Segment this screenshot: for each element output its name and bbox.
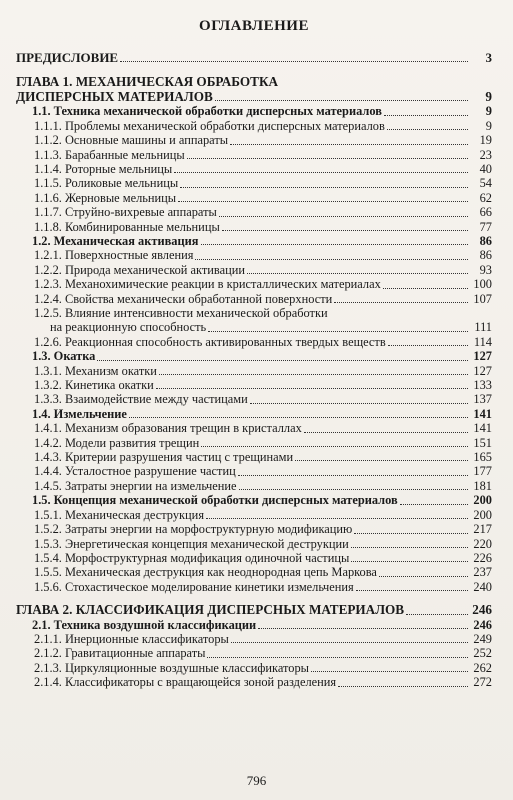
toc-entry-page: 141 [473, 406, 492, 421]
toc-entry-page: 141 [473, 421, 492, 436]
toc-entry-page: 19 [479, 133, 492, 148]
toc-entry [16, 632, 492, 646]
chapter-1-title-line1: ГЛАВА 1. МЕХАНИЧЕСКАЯ ОБРАБОТКА [16, 74, 279, 90]
toc-entry [16, 119, 492, 133]
toc-entry-page: 177 [473, 464, 492, 479]
toc-entry [16, 220, 492, 234]
toc-entry-page: 246 [473, 617, 492, 632]
leader-dots [379, 576, 468, 577]
toc-entry [16, 421, 492, 435]
toc-entry-label: 1.4.1. Механизм образования трещин в кристаллах [34, 421, 302, 436]
toc-entry [16, 661, 492, 675]
toc-preface-label: ПРЕДИСЛОВИЕ [16, 50, 119, 65]
leader-dots [400, 504, 468, 505]
toc-entry-label: 1.4.3. Критерии разрушения частиц с трещинами [34, 450, 294, 465]
toc-entry-label: 1.4.2. Модели развития трещин [34, 435, 200, 450]
toc-entry-page: 127 [473, 363, 492, 378]
toc-entry-label: 1.1. Техника механической обработки дисперсных материалов [32, 104, 382, 119]
toc-entry-page: 66 [479, 205, 492, 220]
leader-dots [174, 172, 468, 173]
leader-dots [201, 446, 468, 447]
chapter-1-page: 9 [485, 88, 492, 104]
leader-dots [238, 475, 468, 476]
toc-entry-label: 1.3. Окатка [32, 349, 96, 364]
toc-entry-page: 86 [479, 248, 492, 263]
toc-entry [16, 522, 492, 536]
leader-dots [129, 417, 468, 418]
toc-entry-label: на реакционную способность [50, 320, 207, 335]
toc-entry [16, 479, 492, 493]
toc-entry [16, 176, 492, 190]
toc-entry-page: 9 [485, 104, 492, 119]
toc-entry-label: 1.5.4. Морфоструктурная модификация одиночной частицы [34, 550, 350, 565]
toc-entry [16, 392, 492, 406]
chapter-2-page: 246 [472, 602, 492, 618]
toc-entry-label: 1.1.3. Барабанные мельницы [34, 147, 185, 162]
toc-entry [16, 646, 492, 660]
toc-entry-page: 200 [473, 507, 492, 522]
toc-entry-label: 2.1.4. Классификаторы с вращающейся зоной разделения [34, 675, 337, 690]
toc-entry-page: 77 [479, 219, 492, 234]
toc-entry [16, 580, 492, 594]
toc-entry-page: 54 [479, 176, 492, 191]
leader-dots [295, 460, 468, 461]
toc-entry [16, 191, 492, 205]
toc-entry-label: 1.4.4. Усталостное разрушение частиц [34, 464, 236, 479]
toc-entry [16, 464, 492, 478]
toc-entry-label: 1.1.2. Основные машины и аппараты [34, 133, 229, 148]
toc-entry [16, 537, 492, 551]
toc-section [16, 407, 492, 421]
toc-entry-page: 237 [473, 565, 492, 580]
toc-entry-page: 127 [473, 349, 492, 364]
toc-entry-page: 181 [473, 478, 492, 493]
leader-dots [201, 244, 469, 245]
toc-entry-label: 2.1. Техника воздушной классификации [32, 617, 257, 632]
page-number: 796 [246, 773, 267, 788]
leader-dots [239, 489, 468, 490]
toc-section [16, 104, 492, 118]
toc-entry-1-2-5 [16, 306, 492, 335]
toc-entry-page: 240 [473, 579, 492, 594]
toc-section [16, 234, 492, 248]
toc-entry-label: 1.5.6. Стохастическое моделирование кинетики измельчения [34, 579, 354, 594]
toc-entry-page: 9 [485, 118, 492, 133]
toc-entry-label: 1.4. Измельчение [32, 406, 127, 421]
leader-dots [219, 216, 468, 217]
toc-entry-1-2-5-line1 [16, 306, 492, 320]
toc-entry-page: 165 [473, 450, 492, 465]
toc-entry-label: 1.5.1. Механическая деструкция [34, 507, 205, 522]
leader-dots [97, 360, 468, 361]
toc-entry-label: 1.2.2. Природа механической активации [34, 262, 245, 277]
leader-dots [338, 686, 468, 687]
toc-entry [16, 335, 492, 349]
toc-entry-label: 1.1.1. Проблемы механической обработки дисперсных материалов [34, 118, 385, 133]
leader-dots [250, 403, 468, 404]
leader-dots [187, 158, 468, 159]
toc-entry-label: 1.3.1. Механизм окатки [34, 363, 157, 378]
chapter-1-title-label: ДИСПЕРСНЫХ МАТЕРИАЛОВ [16, 88, 213, 104]
toc-entry-page: 23 [479, 147, 492, 162]
toc-entry-label: 1.2. Механическая активация [32, 233, 199, 248]
toc-entry-page: 93 [479, 262, 492, 277]
toc-list-2 [16, 335, 492, 594]
leader-dots [222, 230, 468, 231]
toc-section [16, 349, 492, 363]
toc-entry-label: 1.1.6. Жерновые мельницы [34, 190, 177, 205]
toc-entry [16, 205, 492, 219]
leader-dots [247, 273, 468, 274]
toc-entry [16, 292, 492, 306]
leader-dots [215, 100, 468, 101]
toc-entry-page: 262 [473, 660, 492, 675]
leader-dots [258, 628, 468, 629]
toc-entry [16, 450, 492, 464]
leader-dots [156, 388, 468, 389]
toc-entry-label: 2.1.3. Циркуляционные воздушные классификаторы [34, 660, 309, 675]
leader-dots [406, 614, 468, 615]
toc-entry-label: 1.2.4. Свойства механически обработанной поверхности [34, 291, 333, 306]
chapter-1-title-line2 [16, 90, 492, 104]
toc-entry-page: 226 [473, 550, 492, 565]
leader-dots [230, 144, 468, 145]
leader-dots [354, 533, 468, 534]
toc-entry-page: 200 [473, 493, 492, 508]
toc-entry-page: 107 [473, 291, 492, 306]
toc-entry-page: 272 [473, 675, 492, 690]
toc-entry [16, 551, 492, 565]
toc-entry-label: 1.4.5. Затраты энергии на измельчение [34, 478, 237, 493]
leader-dots [195, 259, 468, 260]
toc-entry-page: 217 [473, 522, 492, 537]
toc-entry-page: 220 [473, 536, 492, 551]
toc-entry [16, 148, 492, 162]
leader-dots [351, 547, 468, 548]
toc-chapter-1 [16, 75, 492, 104]
toc-entry-label: 1.5.3. Энергетическая концепция механической деструкции [34, 536, 349, 551]
toc-entry-label: 2.1.2. Гравитационные аппараты [34, 646, 206, 661]
toc-content [16, 18, 492, 690]
leader-dots [384, 115, 468, 116]
leader-dots [311, 671, 468, 672]
toc-entry-label: 1.5. Концепция механической обработки дисперсных материалов [32, 493, 398, 508]
toc-entry-label: 1.3.2. Кинетика окатки [34, 378, 154, 393]
toc-entry-label: 1.1.8. Комбинированные мельницы [34, 219, 220, 234]
toc-entry [16, 162, 492, 176]
toc-entry-page: 151 [473, 435, 492, 450]
toc-entry [16, 565, 492, 579]
toc-section [16, 493, 492, 507]
leader-dots [208, 331, 468, 332]
toc-chapter-2 [16, 603, 492, 617]
toc-entry [16, 436, 492, 450]
toc-entry [16, 263, 492, 277]
toc-preface-page: 3 [485, 50, 492, 65]
toc-entry-page: 62 [479, 190, 492, 205]
toc-entry-label: 1.5.2. Затраты энергии на морфоструктурную модификацию [34, 522, 353, 537]
leader-dots [120, 61, 468, 62]
toc-entry [16, 277, 492, 291]
leader-dots [304, 432, 468, 433]
toc-entry-page: 111 [474, 320, 492, 335]
toc-preface [16, 51, 492, 65]
toc-entry-label: 1.2.3. Механохимические реакции в кристаллических материалах [34, 277, 381, 292]
toc-entry-page: 100 [473, 277, 492, 292]
leader-dots [231, 642, 468, 643]
toc-entry-page: 249 [473, 631, 492, 646]
toc-entry-label: 1.1.4. Роторные мельницы [34, 161, 173, 176]
leader-dots [351, 561, 468, 562]
toc-list-1 [16, 104, 492, 306]
toc-entry-label: 1.2.6. Реакционная способность активированных твердых веществ [34, 334, 386, 349]
leader-dots [387, 129, 468, 130]
leader-dots [383, 288, 468, 289]
toc-entry-1-2-5-line2 [16, 320, 492, 334]
toc-entry [16, 508, 492, 522]
toc-entry-label: 1.1.7. Струйно-вихревые аппараты [34, 205, 217, 220]
leader-dots [356, 590, 468, 591]
leader-dots [178, 201, 468, 202]
toc-entry-page: 40 [479, 161, 492, 176]
toc-list-3 [16, 618, 492, 690]
toc-entry-label: 1.1.5. Роликовые мельницы [34, 176, 179, 191]
leader-dots [159, 374, 468, 375]
toc-entry [16, 675, 492, 689]
toc-entry-page: 86 [479, 233, 492, 248]
toc-entry-label: 1.5.5. Механическая деструкция как неоднородная цепь Маркова [34, 565, 377, 580]
chapter-2-title: ГЛАВА 2. КЛАССИФИКАЦИЯ ДИСПЕРСНЫХ МАТЕРИАЛОВ [16, 602, 405, 618]
toc-entry [16, 248, 492, 262]
toc-entry-page: 137 [473, 392, 492, 407]
toc-entry-page: 252 [473, 646, 492, 661]
toc-entry [16, 133, 492, 147]
toc-section [16, 618, 492, 632]
toc-entry-label: 1.2.5. Влияние интенсивности механической обработки [34, 306, 328, 320]
toc-entry-label: 1.2.1. Поверхностные явления [34, 248, 194, 263]
leader-dots [334, 302, 468, 303]
toc-entry-label: 2.1.1. Инерционные классификаторы [34, 631, 229, 646]
toc-entry-page: 114 [473, 334, 492, 349]
leader-dots [207, 657, 468, 658]
toc-entry-label: 1.3.3. Взаимодействие между частицами [34, 392, 248, 407]
toc-entry-page: 133 [473, 378, 492, 393]
toc-entry [16, 364, 492, 378]
toc-entry [16, 378, 492, 392]
leader-dots [388, 345, 468, 346]
page-title: ОГЛАВЛЕНИЕ [199, 18, 309, 34]
leader-dots [206, 518, 468, 519]
leader-dots [180, 187, 468, 188]
